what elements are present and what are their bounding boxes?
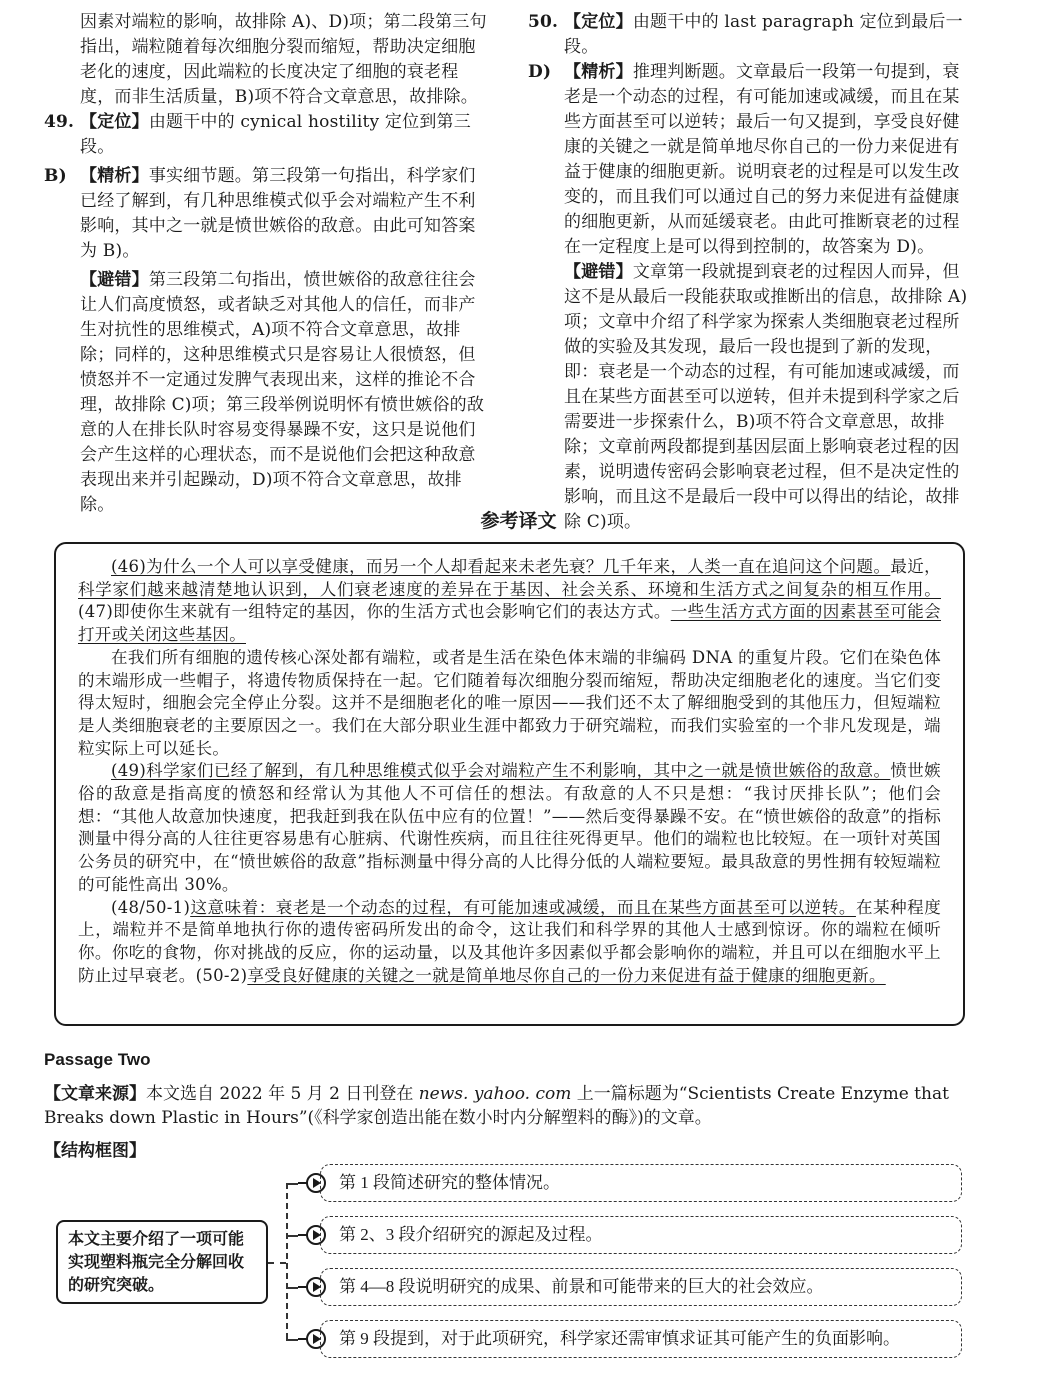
connector-branch-4 (286, 1339, 298, 1341)
branch-box-4: 第 9 段提到，对于此项研究，科学家还需审慎求证其可能产生的负面影响。 (320, 1320, 962, 1358)
q49-avoid-label: 【避错】 (80, 270, 149, 290)
connector-vertical (286, 1183, 288, 1339)
article-source-text-a: 本文选自 2022 年 5 月 2 日刊登在 (146, 1084, 419, 1104)
q49-location-text: 由题干中的 cynical hostility 定位到第三段。 (80, 112, 471, 157)
branch-box-1: 第 1 段简述研究的整体情况。 (320, 1164, 962, 1202)
connector-branch-3 (286, 1287, 298, 1289)
q50-location (528, 10, 976, 60)
q49-number: 49. (44, 112, 75, 132)
branch-box-3: 第 4—8 段说明研究的成果、前景和可能带来的巨大的社会效应。 (320, 1268, 962, 1306)
right-answer-column (528, 10, 976, 535)
q50-avoid-text: 文章第一段就提到衰老的过程因人而异，但这不是从最后一段能获取或推断出的信息，故排除 A)项；文章中介绍了科学家为探索人类细胞衰老过程所做的实验及其发现，最后一段也提到了新的发现，即：衰老是一个动态的过程，有可能加速或减缓，而且在某些方面甚至可以逆转，但并未提到科学家之后需要进一步探索什么，B)项不符合文章意思，故排除；文章前两段都提到基因层面上影响衰老过程的因素，说明遗传密码会影响衰老过程，但不是决定性的影响，而且这不是最后一段中可以得出的结论，故排除 C)项。 (564, 262, 968, 532)
article-source-text-b: 上一篇标题为“Scientists Create Enzyme that Breaks down Plastic in Hours”(《科学家创造出能在数小时内分解塑料的酶》)的文章。 (44, 1084, 949, 1128)
passage-two-title: Passage Two (44, 1050, 151, 1069)
translation-heading: 参考译文 (480, 510, 557, 532)
article-source-site: news. yahoo. com (418, 1084, 572, 1104)
q48-avoid-continuation: 因素对端粒的影响，故排除 A)、D)项；第二段第三句指出，端粒随着每次细胞分裂而缩短，帮助决定细胞老化的速度，因此端粒的长度决定了细胞的衰老程度，而非生活质量，B)项不符合文章意思，故排除。 (80, 12, 487, 107)
translation-box (54, 542, 965, 1026)
q50-avoid (528, 260, 976, 535)
q50-avoid-label: 【避错】 (564, 262, 633, 282)
q50-answer: D) (528, 62, 552, 82)
q49-avoid-text: 第三段第二句指出，愤世嫉俗的敌意往往会让人们高度愤怒，或者缺乏对其他人的信任，而非产生对抗性的思维模式，A)项不符合文章意思，故排除；同样的，这种思维模式只是容易让人很愤怒，但愤怒并不一定通过发脾气表现出来，这样的推论不合理，故排除 C)项；第三段举例说明怀有愤世嫉俗的敌意的人在排长队时容易变得暴躁不安，这只是说他们会产生这样的心理状态，而不是说他们会把这种敌意表现出来并引起躁动，D)项不符合文章意思，故排除。 (80, 270, 485, 515)
translation-paragraph-2: 在我们所有细胞的遗传核心深处都有端粒，或者是生活在染色体末端的非编码 DNA 的重复片段。它们在染色体的末端形成一些帽子，将遗传物质保持在一起。它们随着每次细胞分裂而缩短，帮助决定细胞老化的速度。当它们变得太短时，细胞会完全停止分裂。这并不是细胞老化的唯一原因——我们还不太了解细胞受到的其他压力，但短端粒是人类细胞衰老的主要原因之一。我们在大部分职业生涯中都致力于研究端粒，而我们实验室的一个非凡发现是，端粒实际上可以延长。 (78, 647, 941, 758)
translation-p3-rest: 愤世嫉俗的敌意是指高度的愤怒和经常认为其他人不可信任的想法。有敌意的人不只是想：“我讨厌排长队”；他们会想：“其他人故意加快速度，把我赶到我在队伍中应有的位置！”——然后变得暴躁不安。在“愤世嫉俗的敌意”的指标测量中得分高的人往往更容易患有心脏病、代谢性疾病，而且往往死得更早。他们的端粒也比较短。在一项针对英国公务员的研究中，在“愤世嫉俗的敌意”指标测量中得分高的人比得分低的人端粒要短。最具敌意的男性拥有较短端粒的可能性高出 30%。 (78, 761, 941, 894)
left-answer-column (44, 10, 492, 518)
connector-branch-1 (286, 1183, 298, 1185)
translation-paragraph-1 (78, 556, 941, 647)
q49-avoid (44, 268, 492, 518)
q49-location-label: 【定位】 (80, 112, 149, 132)
connector-branch-2 (286, 1235, 298, 1237)
translation-paragraph-4 (78, 897, 941, 988)
article-source-label: 【文章来源】 (44, 1084, 146, 1104)
translation-p1-recently: 最近， (890, 557, 941, 576)
translation-paragraph-3 (78, 760, 941, 896)
q50-location-text: 由题干中的 last paragraph 定位到最后一段。 (564, 12, 963, 57)
structure-framework-label: 【结构框图】 (44, 1141, 146, 1161)
translation-p4-dynamic: 这意味着：衰老是一个动态的过程，有可能加速或减缓，而且在某些方面甚至可以逆转。 (190, 897, 856, 917)
q49-location (44, 110, 492, 160)
translation-p1-q47: (47)即使你生来就有一组特定的基因，你的生活方式也会影响它们的表达方式。 (78, 602, 671, 622)
q50-analysis (528, 60, 976, 260)
q49-analysis-text: 事实细节题。第三段第一句指出，科学家们已经了解到，有几种思维模式似乎会对端粒产生不利影响，其中之一就是愤世嫉俗的敌意。由此可知答案为 B)。 (80, 166, 476, 261)
translation-p4-key: 享受良好健康的关键之一就是简单地尽你自己的一份力来促进有益于健康的细胞更新。 (247, 965, 886, 985)
translation-p1-interplay: 科学家们越来越清楚地认识到，人们衰老速度的差异在于基因、社会关系、环境和生活方式之间复杂的相互作用。 (78, 579, 941, 599)
translation-p1-switch: 一些生活方式方面的因素甚至可能会打开或关闭这些基因。 (78, 602, 941, 645)
q50-number: 50. (528, 12, 559, 32)
q50-analysis-label: 【精析】 (564, 62, 633, 82)
q49-analysis-label: 【精析】 (80, 166, 149, 186)
translation-p4-middle: 在某种程度上，端粒并不是简单地执行你的遗传密码所发出的命令，这让我们和科学界的其他人士感到惊讶。你的端粒在倾听你。你吃的食物，你对挑战的反应，你的运动量，以及其他许多因素似乎都会影响你的端粒，并且可以在细胞水平上防止过早衰老。(50-2) (78, 897, 942, 985)
branch-box-2: 第 2、3 段介绍研究的源起及过程。 (320, 1216, 962, 1254)
main-summary-box: 本文主要介绍了一项可能实现塑料瓶完全分解回收的研究突破。 (56, 1220, 268, 1304)
translation-p1-q46: (46)为什么一个人可以享受健康，而另一个人却看起来未老先衰？几千年来，人类一直在追问这个问题。 (111, 557, 891, 576)
translation-p4-tag: (48/50-1) (111, 897, 191, 917)
translation-p3-q49: (49)科学家们已经了解到，有几种思维模式似乎会对端粒产生不利影响，其中之一就是愤世嫉俗的敌意。 (111, 761, 891, 781)
q50-location-label: 【定位】 (564, 12, 633, 32)
q49-answer: B) (44, 166, 67, 186)
article-source (44, 1082, 984, 1130)
q49-analysis (44, 164, 492, 264)
connector-main (268, 1262, 286, 1264)
q50-analysis-text: 推理判断题。文章最后一段第一句提到，衰老是一个动态的过程，有可能加速或减缓，而且在某些方面甚至可以逆转；最后一句又提到，享受良好健康的关键之一就是简单地尽你自己的一份力来促进有益于健康的细胞更新。说明衰老的过程是可以发生改变的，而且我们可以通过自己的努力来促进有益健康的细胞更新，从而延缓衰老。由此可推断衰老的过程在一定程度上是可以得到控制的，故答案为 D)。 (564, 62, 960, 257)
